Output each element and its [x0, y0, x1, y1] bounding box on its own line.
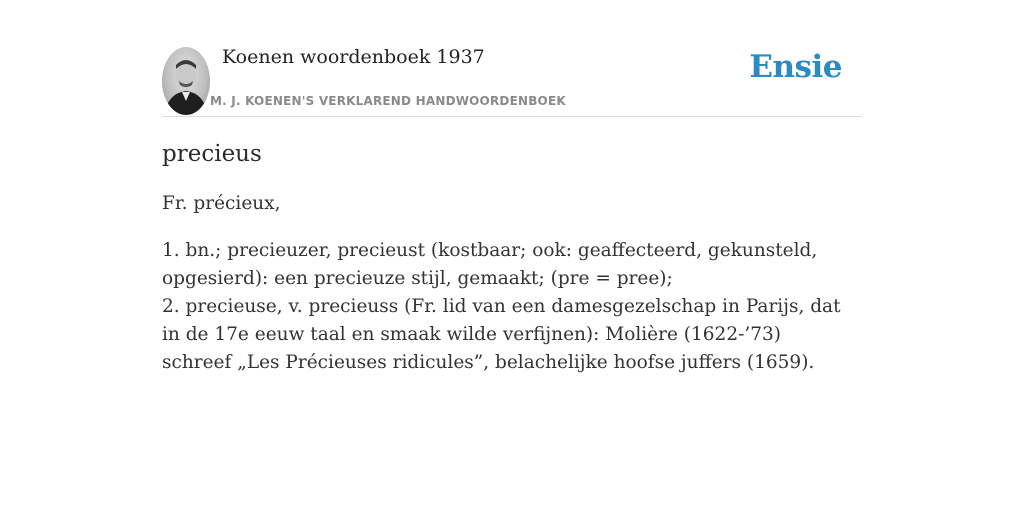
dictionary-entry: [162, 138, 862, 377]
definition-item: 1. bn.; precieuzer, precieust (kostbaar; ook: geaffecteerd, gekunsteld, opgesierd): een precieuze stijl, gemaakt; (pre = pree);: [162, 240, 818, 289]
book-subtitle: M. J. KOENEN'S VERKLAREND HANDWOORDENBOEK: [210, 94, 566, 108]
author-portrait-icon: [162, 47, 210, 115]
ensie-logo-link[interactable]: Ensie: [749, 49, 842, 85]
header: [162, 40, 862, 117]
headword: precieus: [162, 141, 262, 167]
book-title[interactable]: Koenen woordenboek 1937: [222, 46, 485, 68]
etymology: Fr. précieux,: [162, 193, 281, 214]
definition-item: 2. precieuse, v. precieuss (Fr. lid van een damesgezelschap in Parijs, dat in de 17e eeuw taal en smaak wilde verfijnen): Molière (1622-’73) schreef „Les Précieuses ridicules”, belachelijke hoofse juffers (1659).: [162, 296, 841, 373]
definitions: [162, 237, 852, 377]
